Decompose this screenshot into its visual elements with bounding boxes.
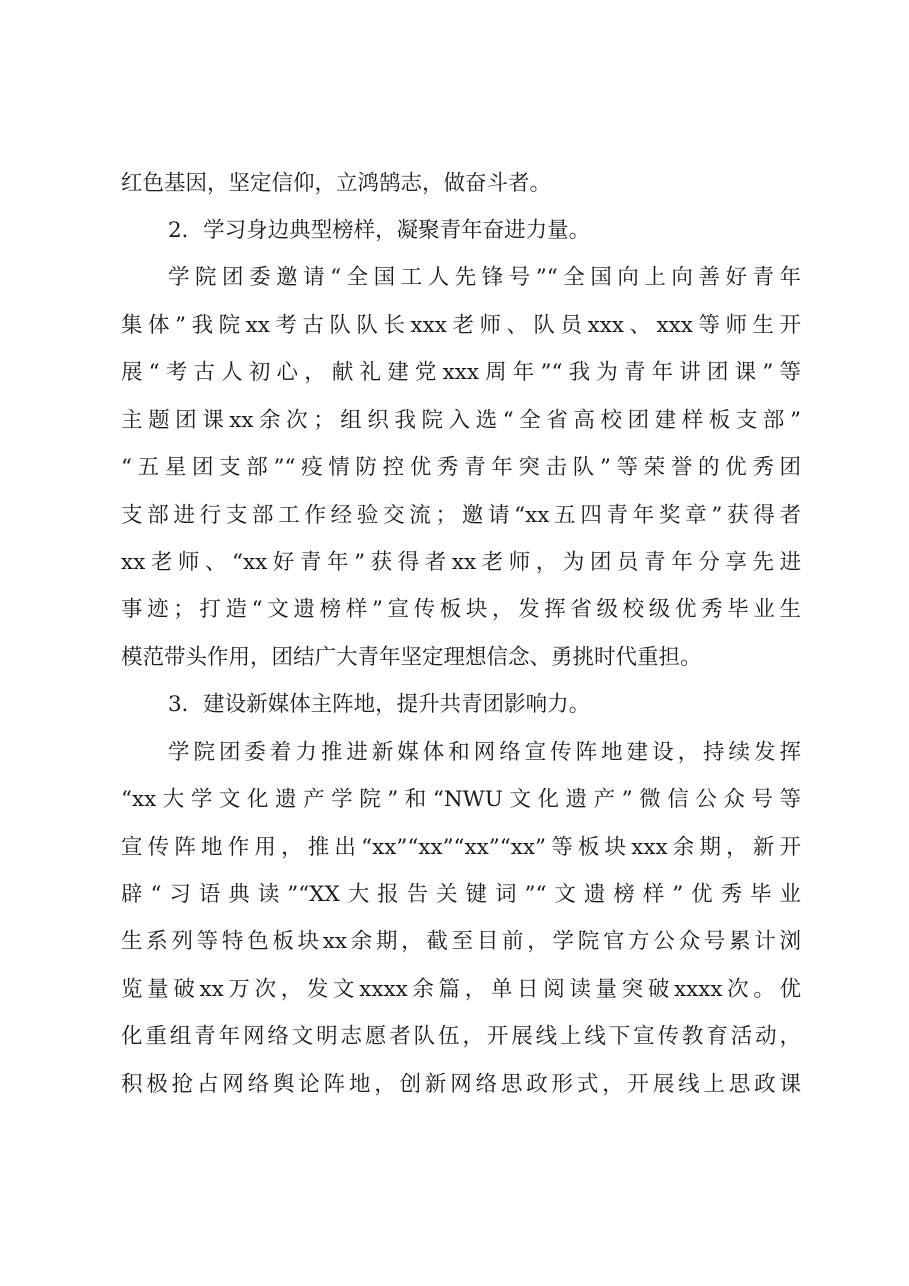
paragraph-line: 事迹；打造“文遗榜样”宣传板块，发挥省级校级优秀毕业生 <box>121 597 801 622</box>
paragraph-line: 宣传阵地作用，推出“xx”“xx”“xx”“xx”等板块xxx余期，新开 <box>121 835 801 860</box>
paragraph-line: “五星团支部”“疫情防控优秀青年突击队”等荣誉的优秀团 <box>121 455 801 480</box>
paragraph-line: 学院团委邀请“全国工人先锋号”“全国向上向善好青年 <box>168 265 801 290</box>
paragraph-line: 主题团课xx余次；组织我院入选“全省高校团建样板支部” <box>121 408 801 433</box>
paragraph-line: 学院团委着力推进新媒体和网络宣传阵地建设，持续发挥 <box>168 740 801 765</box>
paragraph-line: 积极抢占网络舆论阵地，创新网络思政形式，开展线上思政课 <box>121 1072 801 1097</box>
paragraph-line: 集体”我院xx考古队队长xxx老师、队员xxx、xxx等师生开 <box>121 313 801 338</box>
paragraph-line: 化重组青年网络文明志愿者队伍，开展线上线下宣传教育活动， <box>121 1024 801 1049</box>
paragraph-line: 览量破xx万次，发文xxxx余篇，单日阅读量突破xxxx次。优 <box>121 977 801 1002</box>
paragraph-line: 模范带头作用，团结广大青年坚定理想信念、勇挑时代重担。 <box>121 645 702 670</box>
paragraph-line: 辟“习语典读”“XX大报告关键词”“文遗榜样”优秀毕业 <box>121 882 801 907</box>
paragraph-line: xx老师、“xx好青年”获得者xx老师，为团员青年分享先进 <box>121 550 801 575</box>
section-heading-2: 2．学习身边典型榜样，凝聚青年奋进力量。 <box>168 218 591 243</box>
paragraph-line: 展“考古人初心，献礼建党xxx周年”“我为青年讲团课”等 <box>121 360 801 385</box>
section-heading-3: 3．建设新媒体主阵地，提升共青团影响力。 <box>168 692 591 717</box>
paragraph-line: 支部进行支部工作经验交流；邀请“xx五四青年奖章”获得者 <box>121 503 801 528</box>
paragraph-line: 红色基因，坚定信仰，立鸿鹄志，做奋斗者。 <box>121 171 552 196</box>
paragraph-line: “xx大学文化遗产学院”和“NWU文化遗产”微信公众号等 <box>121 787 801 812</box>
paragraph-line: 生系列等特色板块xx余期，截至目前，学院官方公众号累计浏 <box>121 929 801 954</box>
